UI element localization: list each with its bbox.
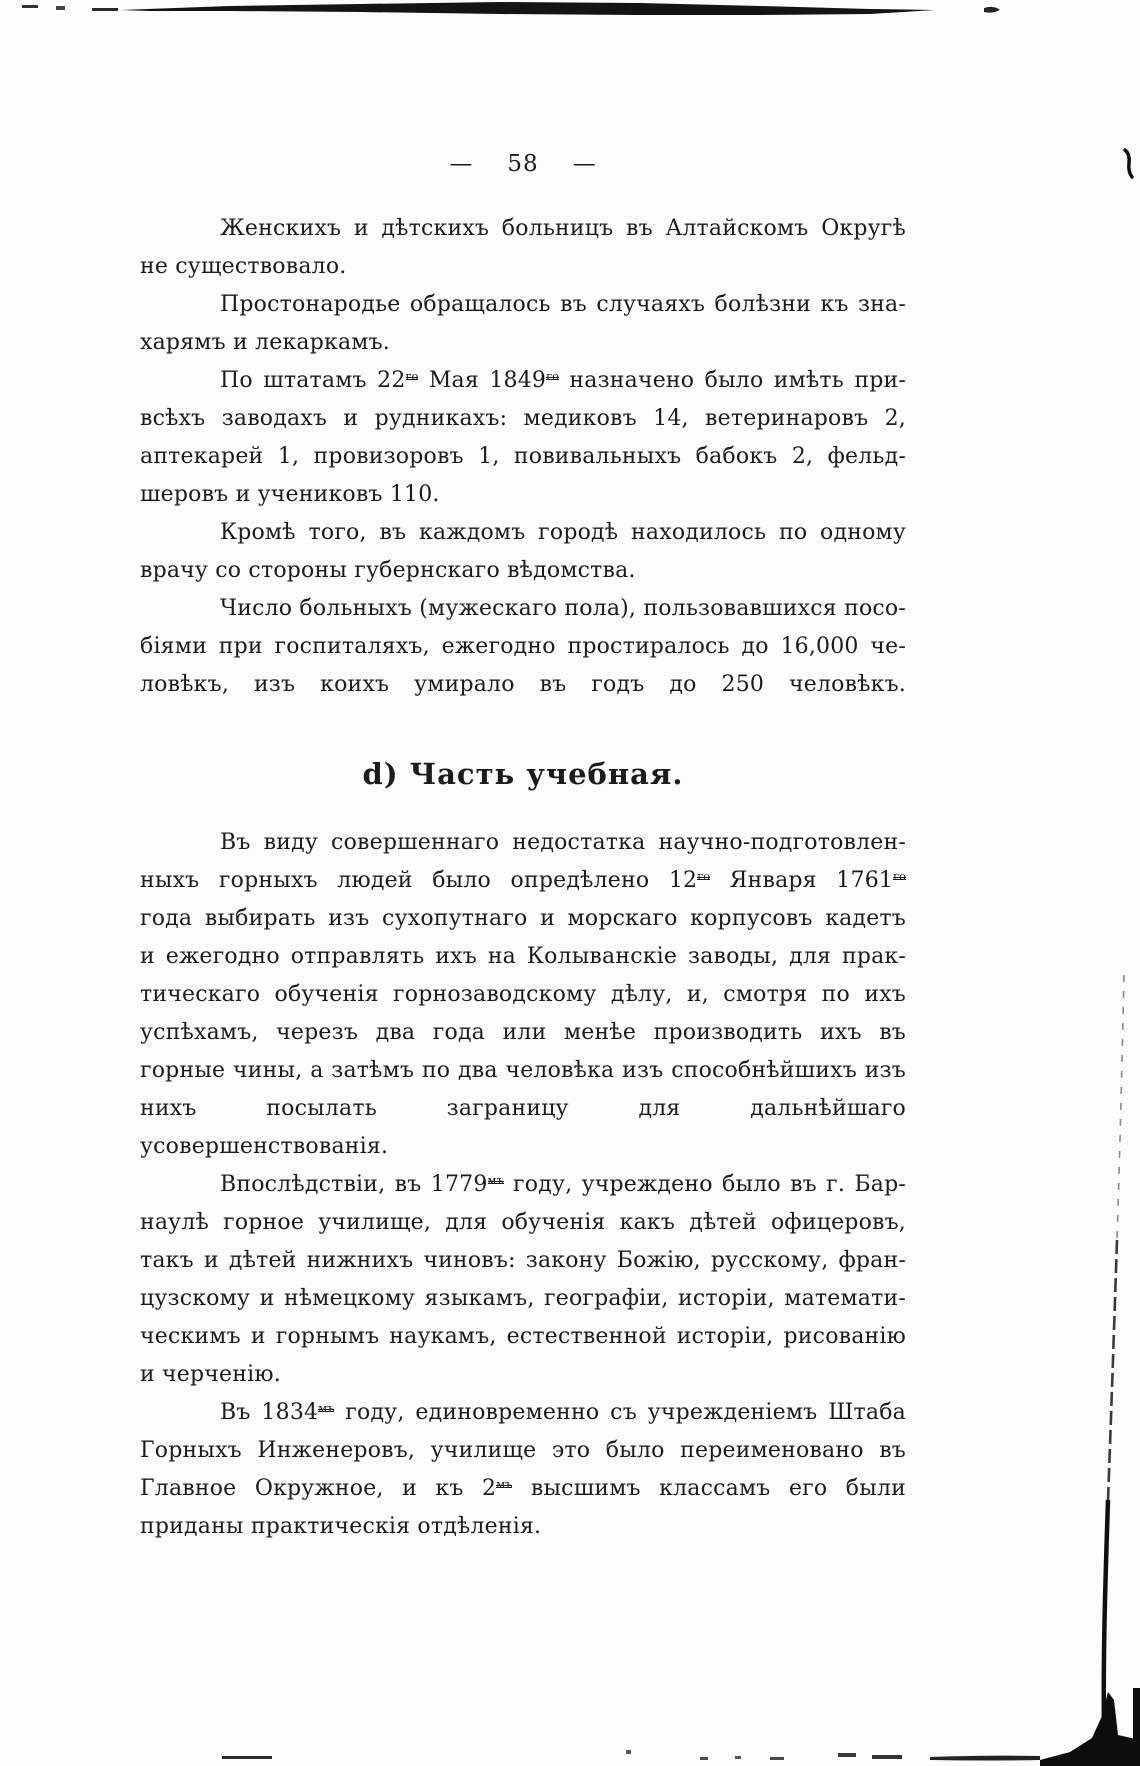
scan-artifact-bottom-streak	[930, 1756, 1040, 1761]
text-line: и ежегодно отправлять ихъ на Колыванскіе заводы, для прак-	[140, 944, 906, 969]
ordinal-superscript: го	[405, 368, 419, 383]
ordinal-superscript: мъ	[318, 1400, 335, 1415]
scan-artifact-top-streak	[120, 2, 935, 15]
ordinal-superscript: мъ	[487, 1172, 504, 1187]
paragraph	[140, 286, 906, 362]
page-scan	[140, 150, 906, 1546]
text-line: шеровъ и учениковъ 110.	[140, 482, 440, 507]
scan-artifact-bottom-dash-5	[770, 1757, 784, 1760]
scan-artifact-bottom-dash-7	[872, 1755, 902, 1759]
text-line: ческимъ и горнымъ наукамъ, естественной исторіи, рисованію	[140, 1324, 906, 1349]
text-line: аптекарей 1, провизоровъ 1, повивальныхъ бабокъ 2, фельд-	[140, 444, 906, 469]
scan-artifact-top-dash-2	[56, 6, 65, 10]
text-line: приданы практическія отдѣленія.	[140, 1514, 542, 1539]
scan-artifact-right-edge-bar	[1133, 1688, 1140, 1766]
text-line: ловѣкъ, изъ коихъ умирало въ годъ до 250 человѣкъ.	[140, 672, 906, 697]
scan-artifact-gutter-mid	[1108, 1240, 1117, 1500]
scan-artifact-top-dash-1	[22, 5, 38, 8]
text-line: не существовало.	[140, 254, 347, 279]
text-line: ныхъ горныхъ людей было опредѣлено 12го Января 1761го	[140, 868, 906, 893]
paragraph	[140, 1166, 906, 1394]
paragraph	[140, 590, 906, 704]
text-line: врачу со стороны губернскаго вѣдомства.	[140, 558, 636, 583]
scan-artifact-top-dash-3	[92, 8, 118, 11]
scan-artifact-bottom-dash-6	[838, 1753, 856, 1757]
ordinal-superscript: го	[893, 868, 906, 883]
scan-artifact-bottom-dash-3	[700, 1757, 708, 1760]
text-line: По штатамъ 22го Мая 1849го назначено было имѣть при-	[220, 368, 907, 393]
page-text	[140, 210, 906, 1546]
text-line: нихъ посылать заграницу для дальнѣйшаго усовершенствованія.	[140, 1096, 906, 1159]
header-dash-left: —	[449, 151, 474, 177]
scan-artifact-top-right-mark	[984, 7, 1000, 13]
ordinal-superscript: мъ	[496, 1476, 513, 1491]
text-line: успѣхамъ, черезъ два года или менѣе производить ихъ въ	[140, 1020, 906, 1045]
paragraph	[140, 514, 906, 590]
scan-artifact-right-margin-mark	[1125, 150, 1132, 177]
page-header	[140, 150, 906, 178]
ordinal-superscript: го	[697, 868, 711, 883]
scan-artifact-corner-blob	[1040, 1692, 1140, 1766]
text-line: года выбирать изъ сухопутнаго и морскаго корпусовъ кадетъ	[140, 906, 906, 931]
text-line: Въ 1834мъ году, единовременно съ учрежденіемъ Штаба	[220, 1400, 906, 1425]
text-line: Число больныхъ (мужескаго пола), пользовавшихся посо-	[220, 596, 906, 621]
text-line: Главное Окружное, и къ 2мъ высшимъ классамъ его были	[140, 1476, 907, 1501]
text-line: Кромѣ того, въ каждомъ городѣ находилось по одному	[220, 520, 906, 545]
text-line: Простонародье обращалось въ случаяхъ болѣзни къ зна-	[220, 292, 906, 317]
text-line: всѣхъ заводахъ и рудникахъ: медиковъ 14, ветеринаровъ 2,	[140, 406, 906, 431]
text-line: Въ виду совершеннаго недостатка научно-подготовлен-	[220, 830, 906, 855]
text-line: біями при госпиталяхъ, ежегодно простиралось до 16,000 че-	[140, 634, 906, 659]
text-line: Впослѣдствіи, въ 1779мъ году, учреждено было въ г. Бар-	[220, 1172, 906, 1197]
text-line: тическаго обученія горнозаводскому дѣлу, и, смотря по ихъ	[140, 982, 906, 1007]
paragraph	[140, 1394, 906, 1546]
scan-artifact-bottom-dash-4	[735, 1756, 741, 1759]
scan-artifact-bottom-dash-2	[626, 1750, 631, 1754]
header-dash-right: —	[572, 151, 597, 177]
scan-artifact-gutter-dark	[1104, 1500, 1108, 1735]
paragraph	[140, 824, 906, 1166]
page-number: 58	[507, 151, 539, 177]
text-line: харямъ и лекаркамъ.	[140, 330, 390, 355]
text-line: Горныхъ Инженеровъ, училище это было переименовано въ	[140, 1438, 906, 1463]
text-line: Женскихъ и дѣтскихъ больницъ въ Алтайскомъ Округѣ	[220, 216, 906, 241]
text-line: цузскому и нѣмецкому языкамъ, географіи, исторіи, математи-	[140, 1286, 906, 1311]
scan-artifact-gutter-faint	[1117, 975, 1124, 1240]
text-line: такъ и дѣтей нижнихъ чиновъ: закону Божію, русскому, фран-	[140, 1248, 906, 1273]
text-line: наулѣ горное училище, для обученія какъ дѣтей офицеровъ,	[140, 1210, 906, 1235]
paragraph	[140, 362, 906, 514]
section-heading: d) Часть учебная.	[362, 757, 684, 791]
ordinal-superscript: го	[546, 368, 560, 383]
scan-artifact-bottom-dash-1	[222, 1756, 272, 1759]
text-line: и черченію.	[140, 1362, 281, 1387]
paragraph	[140, 210, 906, 286]
text-line: горные чины, а затѣмъ по два человѣка изъ способнѣйшихъ изъ	[140, 1058, 906, 1083]
